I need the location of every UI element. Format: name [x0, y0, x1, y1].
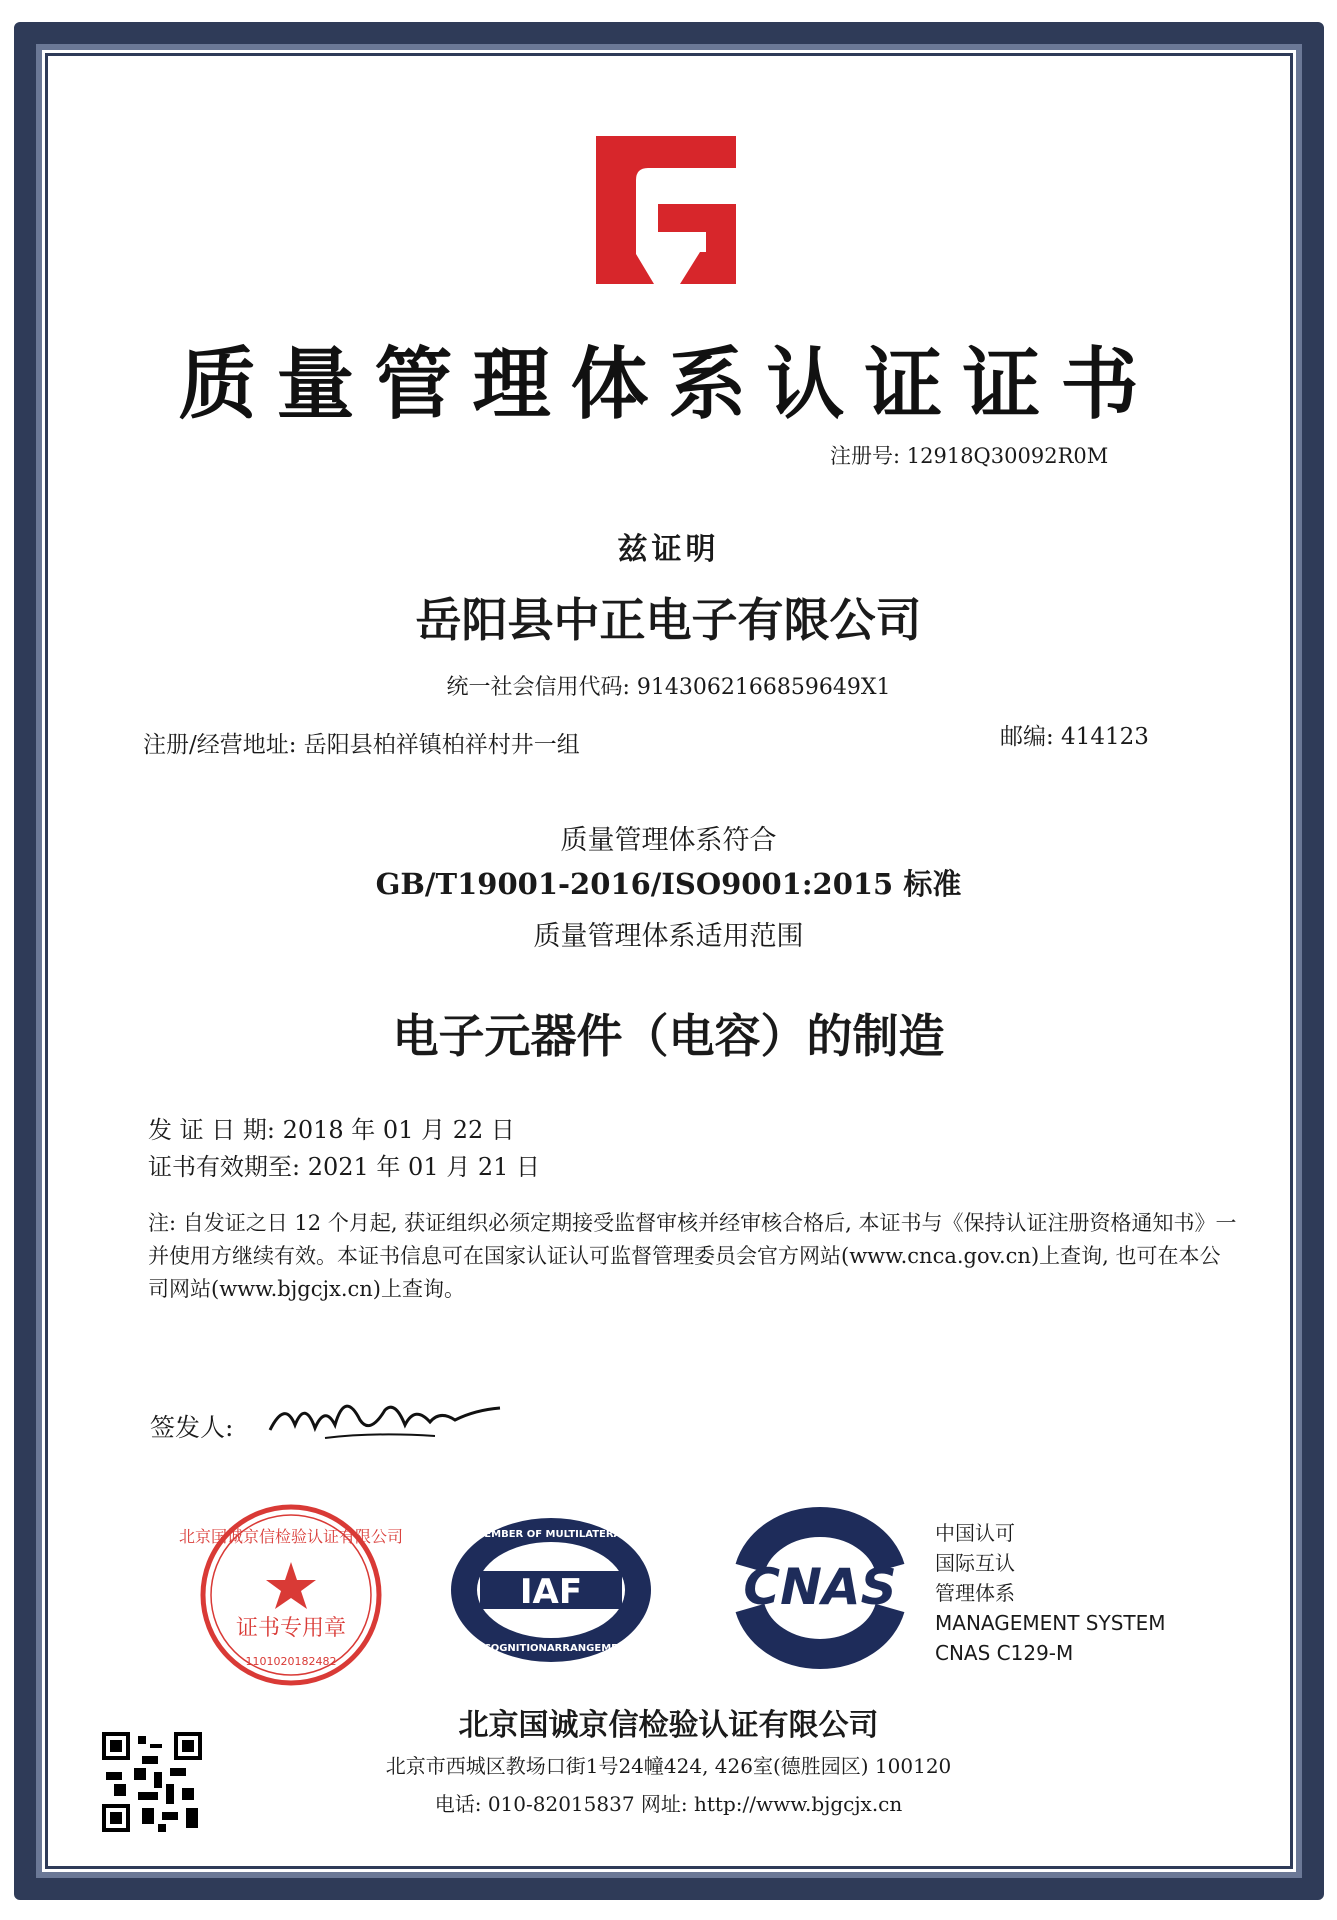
cnas-logo-text: CNAS: [743, 1558, 897, 1616]
issue-date: 发 证 日 期: 2018 年 01 月 22 日: [148, 1116, 515, 1144]
iaf-logo: [448, 1515, 654, 1665]
cnas-line-2: 国际互认: [935, 1551, 1015, 1575]
iaf-ring-top: MEMBER OF MULTILATERAL: [474, 1529, 628, 1540]
iaf-center: IAF: [519, 1572, 583, 1612]
certificate-seal: [178, 1500, 404, 1690]
issuer-name: 北京国诚京信检验认证有限公司: [458, 1708, 879, 1743]
cnas-line-4: MANAGEMENT SYSTEM: [935, 1611, 1166, 1635]
seal-center-text: 证书专用章: [235, 1616, 347, 1641]
qr-code: [102, 1732, 202, 1832]
cnas-line-5: CNAS C129-M: [935, 1641, 1074, 1665]
issuer-address: 北京市西城区教场口街1号24幢424, 426室(德胜园区) 100120: [385, 1754, 952, 1778]
certification-body-logo: [596, 136, 736, 284]
certificate-title: 质量管理体系认证证书: [178, 340, 1159, 430]
cnas-logo: [725, 1508, 915, 1668]
seal-number: 1101020182482: [245, 1655, 337, 1668]
conform-text: 质量管理体系符合: [560, 825, 777, 856]
seal-ring-text: 北京国诚京信检验认证有限公司: [178, 1527, 404, 1546]
cnas-line-1: 中国认可: [935, 1521, 1015, 1545]
scope: 电子元器件（电容）的制造: [392, 1009, 945, 1063]
postcode: 邮编: 414123: [1000, 724, 1149, 750]
hereby-certify: 兹证明: [617, 532, 720, 567]
cnas-description: [935, 1518, 1166, 1668]
cnas-line-3: 管理体系: [935, 1581, 1015, 1605]
credit-code: 统一社会信用代码: 91430621668596​49X1: [446, 675, 891, 700]
signature: [265, 1380, 505, 1450]
iaf-ring-bottom: RECOGNITIONARRANGEMENT: [468, 1643, 634, 1654]
note: 注: 自发证之日 12 个月起, 获证组织必须定期接受监督审核并经审核合格后, 本证书与《保持认证注册资格通知书》一并使用方继续有效。本证书信息可在国家认证认可监督管理委员会官方网站(www.cnca.gov.cn)上查询, 也可在本公司网站(www.bjgcjx.cn)上查询。: [148, 1211, 1237, 1301]
valid-until: 证书有效期至: 2021 年 01 月 21 日: [148, 1153, 541, 1181]
scope-label: 质量管理体系适用范围: [533, 921, 804, 952]
standard: GB/T19001-2016/ISO9001:2015 标准: [375, 867, 962, 901]
registration-number: 注册号: 12918Q30092R0M: [830, 444, 1109, 468]
company-name: 岳阳县中正电子有限公司: [415, 593, 922, 647]
signer-label: 签发人:: [150, 1413, 234, 1442]
company-address: 注册/经营地址: 岳阳县柏祥镇柏祥村井一组: [143, 732, 580, 758]
issuer-contact: 电话: 010-82015837 网址: http://www.bjgcjx.cn: [434, 1792, 903, 1816]
